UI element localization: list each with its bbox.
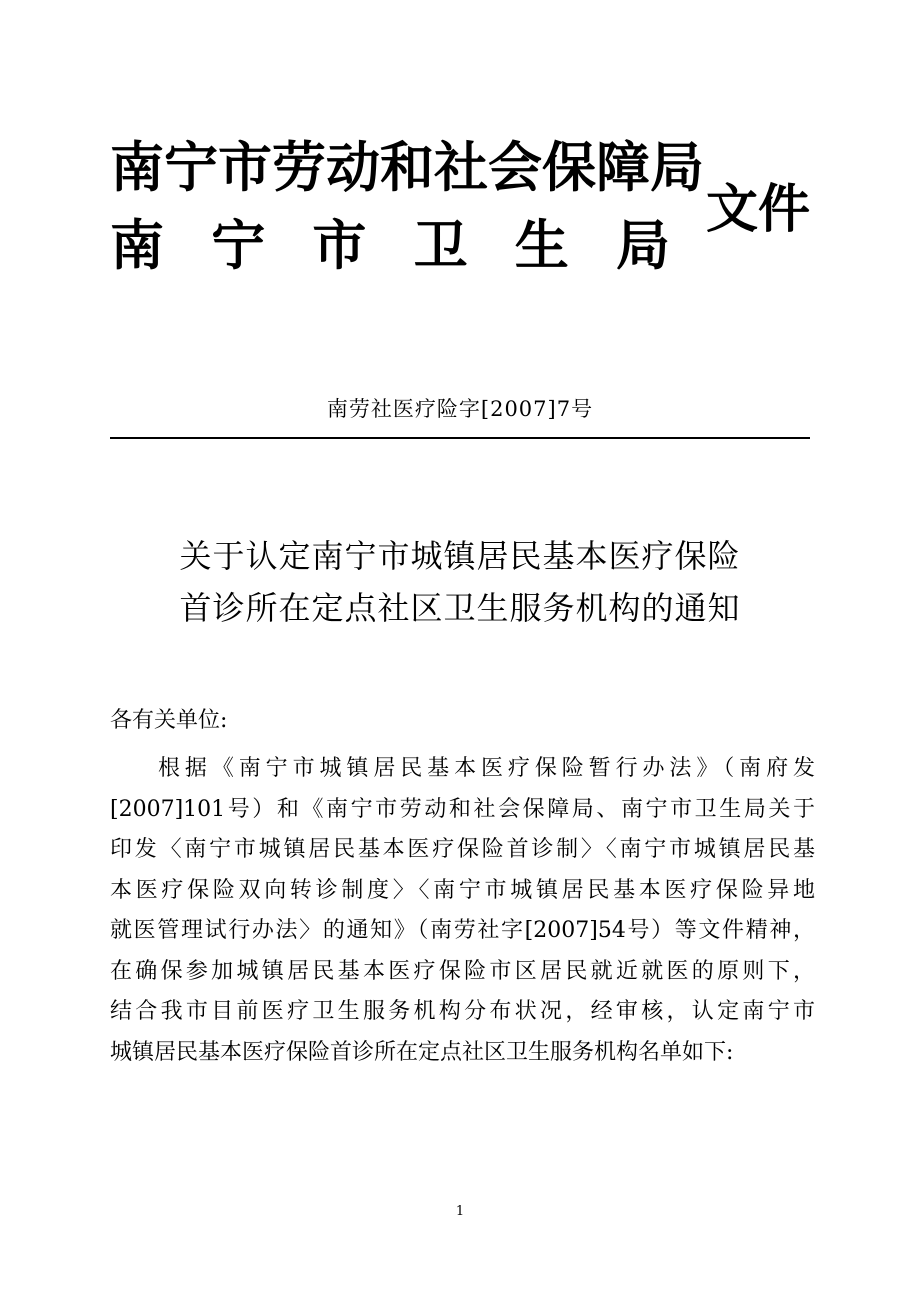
page-number: 1 xyxy=(455,1204,465,1219)
issuer-char: 宁 xyxy=(211,214,266,277)
issuer-char: 卫 xyxy=(413,214,468,277)
body-line: 城镇居民基本医疗保险首诊所在定点社区卫生服务机构名单如下: xyxy=(110,1039,734,1065)
issuer-char: 南 xyxy=(110,214,164,277)
header-divider xyxy=(110,437,810,439)
issuer-char: 市 xyxy=(312,214,367,277)
notice-title-line-2: 首诊所在定点社区卫生服务机构的通知 xyxy=(179,589,741,627)
body-paragraph xyxy=(110,749,815,1073)
issuer-char: 局 xyxy=(615,214,670,277)
issuer-line-health-bureau xyxy=(110,214,670,278)
body-line: 本医疗保险双向转诊制度〉〈南宁市城镇居民基本医疗保险异地 xyxy=(110,877,815,903)
salutation: 各有关单位: xyxy=(110,708,228,733)
document-number: 南劳社医疗险字[2007]7号 xyxy=(326,397,594,421)
notice-title xyxy=(0,530,920,634)
body-line: [2007]101号）和《南宁市劳动和社会保障局、南宁市卫生局关于 xyxy=(110,796,815,822)
body-line: 根据《南宁市城镇居民基本医疗保险暂行办法》（南府发 xyxy=(158,756,815,781)
body-line: 印发〈南宁市城镇居民基本医疗保险首诊制〉〈南宁市城镇居民基 xyxy=(110,837,815,862)
issuer-char: 生 xyxy=(514,214,569,277)
issuer-header xyxy=(110,130,810,280)
issuer-line-labor-bureau: 南宁市劳动和社会保障局 xyxy=(110,136,704,199)
notice-title-line-1: 关于认定南宁市城镇居民基本医疗保险 xyxy=(179,537,741,575)
body-line: 就医管理试行办法〉的通知》（南劳社字[2007]54号）等文件精神， xyxy=(110,918,815,943)
body-line: 结合我市目前医疗卫生服务机构分布状况，经审核，认定南宁市 xyxy=(110,999,815,1024)
body-line: 在确保参加城镇居民基本医疗保险市区居民就近就医的原则下， xyxy=(110,958,815,984)
document-suffix: 文件 xyxy=(706,180,811,240)
